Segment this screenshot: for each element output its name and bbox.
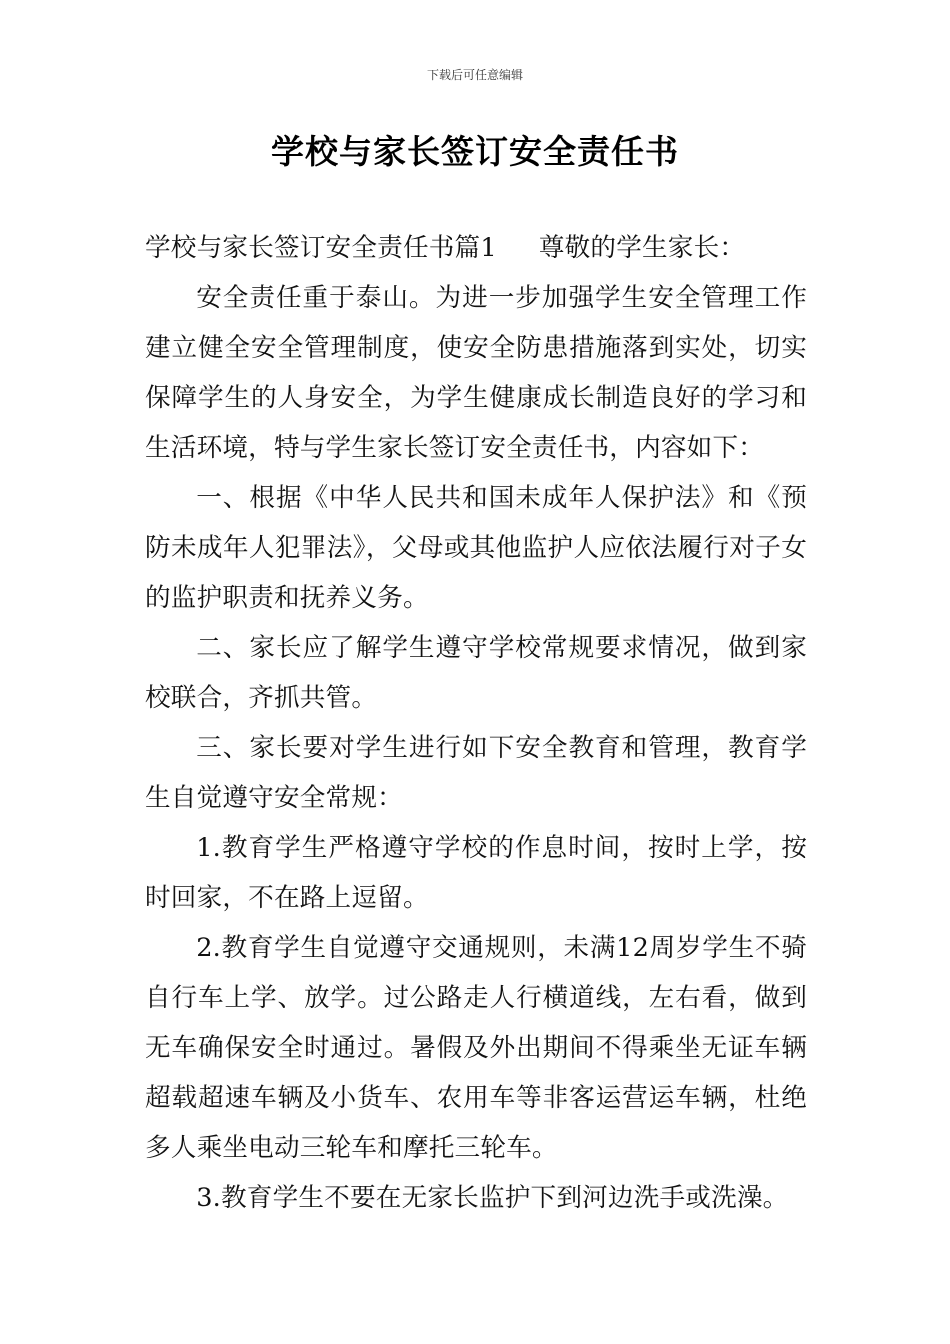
paragraph: 二、家长应了解学生遵守学校常规要求情况，做到家校联合，齐抓共管。 — [145, 633, 807, 713]
paragraph: 3.教育学生不要在无家长监护下到河边洗手或洗澡。 — [196, 1183, 789, 1213]
intro-line — [145, 223, 807, 273]
paragraph: 2.教育学生自觉遵守交通规则，未满12周岁学生不骑自行车上学、放学。过公路走人行横道线，左右看，做到无车确保安全时通过。暑假及外出期间不得乘坐无证车辆超载超速车辆及小货车、农用车等非客运营运车辆，杜绝多人乘坐电动三轮车和摩托三轮车。 — [145, 933, 807, 1163]
paragraph: 一、根据《中华人民共和国未成年人保护法》和《预防未成年人犯罪法》，父母或其他监护人应依法履行对子女的监护职责和抚养义务。 — [145, 483, 807, 613]
document-body — [145, 223, 807, 1223]
document-title: 学校与家长签订安全责任书 — [271, 132, 679, 171]
paragraph: 安全责任重于泰山。为进一步加强学生安全管理工作建立健全安全管理制度，使安全防患措施落到实处，切实保障学生的人身安全，为学生健康成长制造良好的学习和生活环境，特与学生家长签订安全责任书，内容如下： — [145, 283, 807, 463]
paragraph: 三、家长要对学生进行如下安全教育和管理，教育学生自觉遵守安全常规： — [145, 733, 807, 813]
intro-heading: 学校与家长签订安全责任书篇1 — [145, 233, 497, 263]
paragraph: 1.教育学生严格遵守学校的作息时间，按时上学，按时回家，不在路上逗留。 — [145, 833, 807, 913]
header-note: 下载后可任意编辑 — [426, 68, 523, 82]
intro-salutation: 尊敬的学生家长： — [538, 233, 746, 263]
